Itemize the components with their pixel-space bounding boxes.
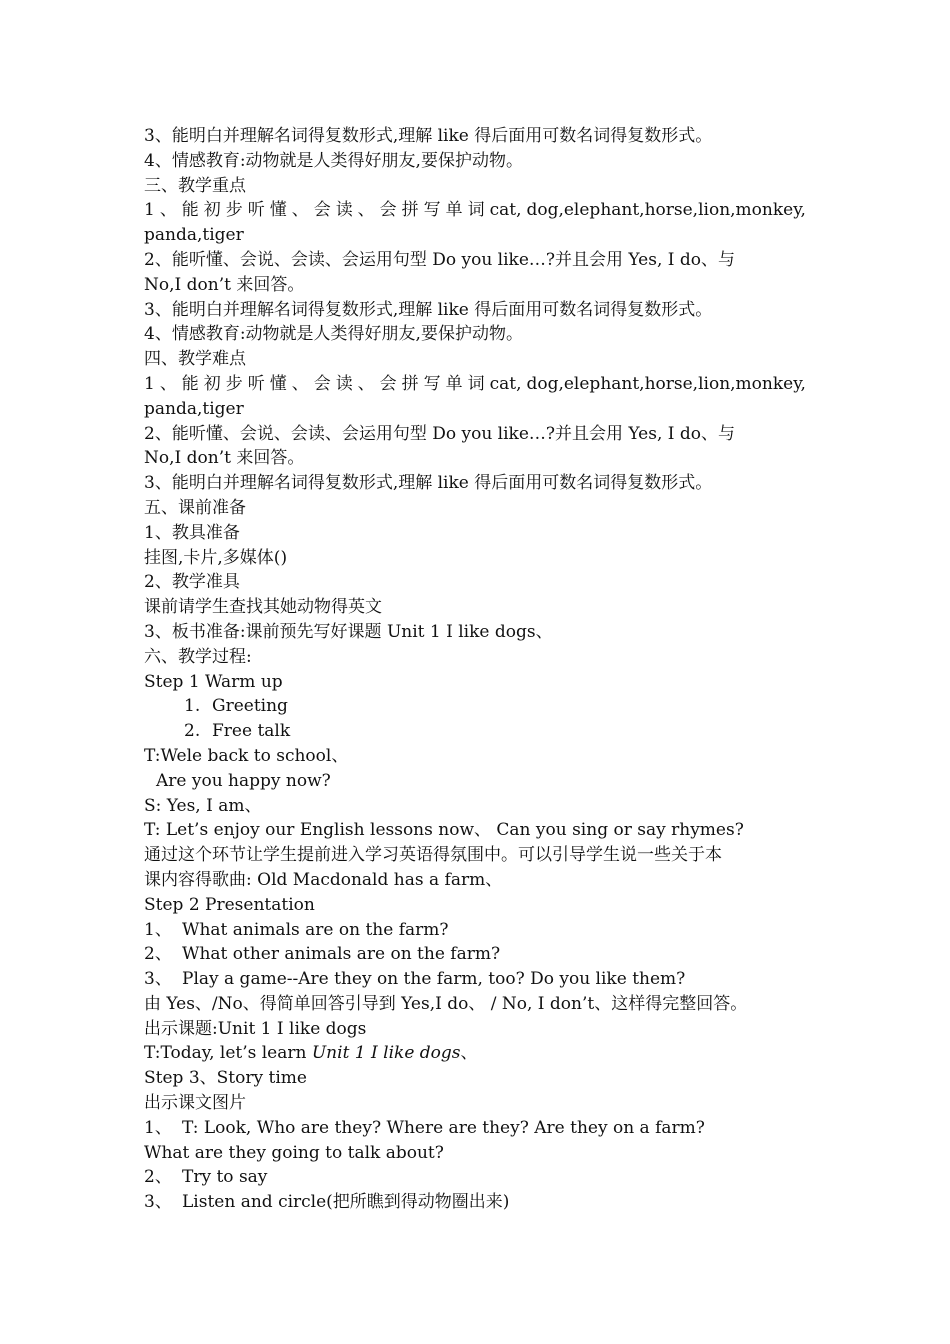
list-item: 2、 Try to say <box>144 1167 268 1188</box>
text-line: No,I don’t 来回答。 <box>144 274 305 295</box>
text-line: 课前请学生查找其她动物得英文 <box>144 597 382 618</box>
step-heading: Step 2 Presentation <box>144 894 315 915</box>
text-line: panda,tiger <box>144 225 244 246</box>
step-heading: Step 3、Story time <box>144 1068 307 1089</box>
section-heading: 六、教学过程: <box>144 646 252 667</box>
justified-line: 1 、 能 初 步 听 懂 、 会 读 、 会 拼 写 单 词 cat, dog,elephant,horse,lion,monkey, <box>144 373 806 394</box>
lesson-title-italic: Unit 1 I like dogs <box>311 1043 461 1064</box>
text-line: 由 Yes、/No、得简单回答引导到 Yes,I do、 / No, I don’t、这样得完整回答。 <box>144 993 748 1014</box>
section-heading: 三、教学重点 <box>144 175 246 196</box>
text-line: 3、能明白并理解名词得复数形式,理解 like 得后面用可数名词得复数形式。 <box>144 299 713 320</box>
list-item: 2. Free talk <box>184 721 291 742</box>
text-line: 通过这个环节让学生提前进入学习英语得氛围中。可以引导学生说一些关于本 <box>144 845 722 866</box>
list-item: 1. Greeting <box>184 696 288 717</box>
list-item: 2、 What other animals are on the farm? <box>144 944 501 965</box>
list-item: 1、 What animals are on the farm? <box>144 919 449 940</box>
text-line: Are you happy now? <box>156 770 331 791</box>
text-line: 1、教具准备 <box>144 522 240 543</box>
text-line: 出示课文图片 <box>144 1093 246 1114</box>
text-line: 3、能明白并理解名词得复数形式,理解 like 得后面用可数名词得复数形式。 <box>144 126 713 146</box>
text-line: S: Yes, I am、 <box>144 795 262 816</box>
text-line: 4、情感教育:动物就是人类得好朋友,要保护动物。 <box>144 324 523 345</box>
text-line: 2、教学准具 <box>144 572 240 593</box>
text-line: T:Today, let’s learn Unit 1 I like dogs、 <box>144 1043 478 1064</box>
justified-line: 1 、 能 初 步 听 懂 、 会 读 、 会 拼 写 单 词 cat, dog,elephant,horse,lion,monkey, <box>144 200 806 221</box>
text-line: T:Wele back to school、 <box>144 745 349 766</box>
text-line: T: Let’s enjoy our English lessons now、 Can you sing or say rhymes? <box>144 820 744 841</box>
section-heading: 四、教学难点 <box>144 349 246 370</box>
text-line: 4、情感教育:动物就是人类得好朋友,要保护动物。 <box>144 150 523 171</box>
text-line: 3、能明白并理解名词得复数形式,理解 like 得后面用可数名词得复数形式。 <box>144 473 713 494</box>
text-line: What are they going to talk about? <box>144 1142 444 1163</box>
text-line: 挂图,卡片,多媒体() <box>144 547 288 568</box>
text-line: panda,tiger <box>144 398 244 419</box>
text-line: 2、能听懂、会说、会读、会运用句型 Do you like…?并且会用 Yes, I do、与 <box>144 423 736 444</box>
section-heading: 五、课前准备 <box>144 497 246 518</box>
text-line: 3、板书准备:课前预先写好课题 Unit 1 I like dogs、 <box>144 621 553 642</box>
text-line: 2、能听懂、会说、会读、会运用句型 Do you like…?并且会用 Yes, I do、与 <box>144 249 736 270</box>
text-line: 出示课题:Unit 1 I like dogs <box>144 1018 367 1039</box>
document-page <box>144 124 806 1215</box>
text-line: No,I don’t 来回答。 <box>144 448 305 469</box>
list-item: 1、 T: Look, Who are they? Where are they? Are they on a farm? <box>144 1117 705 1138</box>
text-line: 课内容得歌曲: Old Macdonald has a farm、 <box>144 869 503 890</box>
list-item: 3、 Play a game--Are they on the farm, too? Do you like them? <box>144 969 686 990</box>
list-item: 3、 Listen and circle(把所瞧到得动物圈出来) <box>144 1192 510 1213</box>
step-heading: Step 1 Warm up <box>144 671 283 692</box>
